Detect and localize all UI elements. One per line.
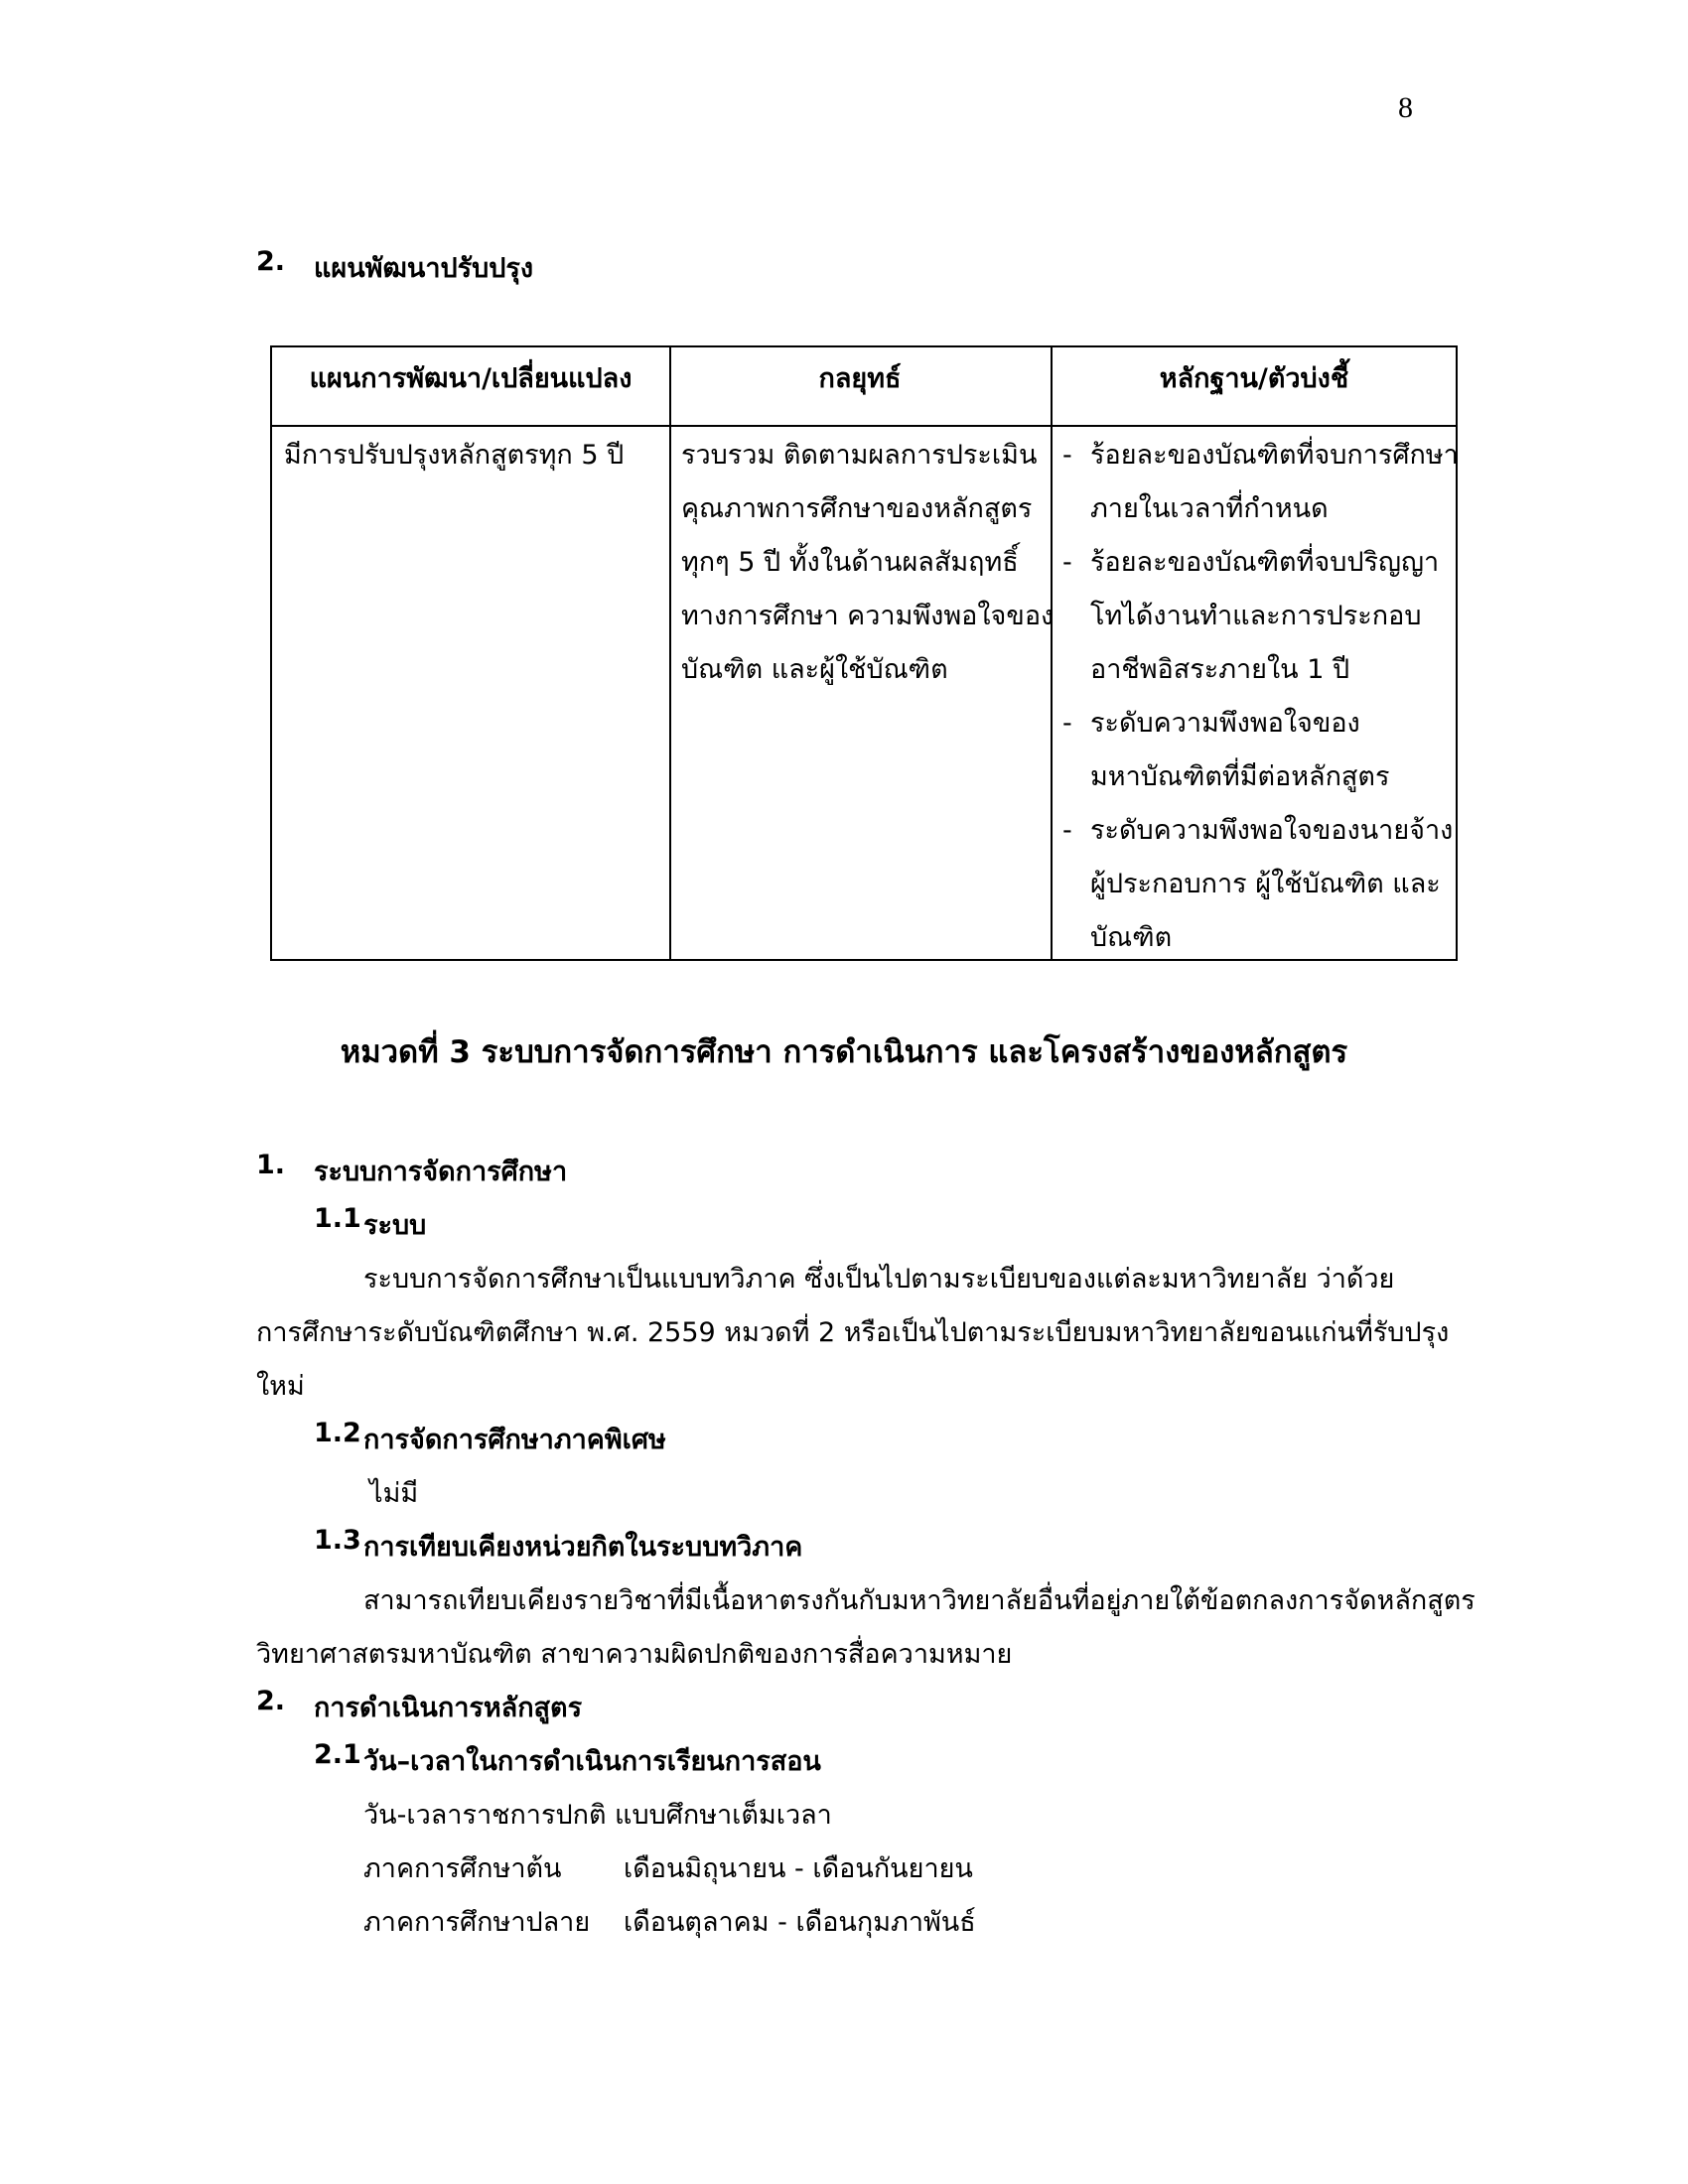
table-cell-evidence	[1062, 429, 1459, 965]
evidence-text: ร้อยละของบัณฑิตที่จบปริญญา	[1090, 547, 1440, 578]
evidence-continuation	[1062, 482, 1455, 536]
subsection-2-1-heading	[314, 1739, 821, 1777]
strategy-line: บัณฑิต และผู้ใช้บัณฑิต	[681, 654, 948, 685]
section-2-operations-heading	[256, 1686, 583, 1723]
evidence-item	[1062, 536, 1455, 590]
evidence-continuation	[1062, 911, 1455, 965]
strategy-line: ทุกๆ 5 ปี ทั้งในด้านผลสัมฤทธิ์	[681, 547, 1019, 578]
evidence-text: อาชีพอิสระภายใน 1 ปี	[1090, 654, 1350, 685]
subsection-title: การเทียบเคียงหน่วยกิตในระบบทวิภาค	[363, 1532, 803, 1563]
section-title: แผนพัฒนาปรับปรุง	[314, 253, 534, 284]
evidence-continuation	[1062, 751, 1455, 804]
paragraph-line: วิทยาศาสตรมหาบัณฑิต สาขาความผิดปกติของการสื่อความหมาย	[256, 1639, 1013, 1670]
evidence-text: ภายในเวลาที่กำหนด	[1090, 493, 1329, 524]
section-title: ระบบการจัดการศึกษา	[314, 1157, 568, 1187]
evidence-continuation	[1062, 858, 1455, 911]
section-number: 2.	[256, 1686, 286, 1716]
subsection-title: ระบบ	[363, 1210, 427, 1241]
strategy-line: รวบรวม ติดตามผลการประเมิน	[681, 440, 1038, 471]
subsection-number: 1.2	[314, 1418, 361, 1448]
dash-bullet: -	[1062, 547, 1072, 578]
paragraph-line: ใหม่	[256, 1371, 305, 1402]
paragraph-line: การศึกษาระดับบัณฑิตศึกษา พ.ศ. 2559 หมวดที่ 2 หรือเป็นไปตามระเบียบมหาวิทยาลัยขอนแก่นที่รับปรุง	[256, 1317, 1450, 1348]
term-months: เดือนมิถุนายน - เดือนกันยายน	[624, 1853, 973, 1884]
term-name: ภาคการศึกษาปลาย	[363, 1907, 591, 1938]
paragraph-line: ไม่มี	[369, 1478, 419, 1509]
strategy-line: ทางการศึกษา ความพึงพอใจของ	[681, 601, 1055, 631]
subsection-number: 2.1	[314, 1739, 361, 1770]
page-number: 8	[1398, 91, 1413, 124]
evidence-text: มหาบัณฑิตที่มีต่อหลักสูตร	[1090, 761, 1390, 792]
evidence-item	[1062, 804, 1455, 858]
term-months: เดือนตุลาคม - เดือนกุมภาพันธ์	[624, 1907, 976, 1938]
section-title: การดำเนินการหลักสูตร	[314, 1693, 583, 1723]
subsection-1-2-heading	[314, 1418, 666, 1455]
table-cell-plan: มีการปรับปรุงหลักสูตรทุก 5 ปี	[284, 440, 625, 471]
dash-bullet: -	[1062, 815, 1072, 846]
evidence-continuation	[1062, 590, 1455, 643]
subsection-title: การจัดการศึกษาภาคพิเศษ	[363, 1425, 666, 1455]
table-column-divider	[669, 347, 671, 959]
evidence-text: โทได้งานทำและการประกอบ	[1090, 601, 1422, 631]
subsection-title: วัน–เวลาในการดำเนินการเรียนการสอน	[363, 1746, 821, 1777]
development-plan-table	[270, 345, 1458, 961]
evidence-text: ระดับความพึงพอใจของ	[1090, 708, 1360, 739]
section-number: 2.	[256, 246, 286, 277]
subsection-number: 1.1	[314, 1203, 361, 1234]
dash-bullet: -	[1062, 708, 1072, 739]
evidence-text: ร้อยละของบัณฑิตที่จบการศึกษา	[1090, 440, 1459, 471]
schedule-row	[363, 1846, 973, 1889]
subsection-1-3-heading	[314, 1525, 803, 1563]
subsection-1-1-heading	[314, 1203, 427, 1241]
evidence-item	[1062, 697, 1455, 751]
table-header-strategy: กลยุทธ์	[818, 363, 902, 394]
evidence-item	[1062, 429, 1459, 482]
paragraph-line: ระบบการจัดการศึกษาเป็นแบบทวิภาค ซึ่งเป็นไปตามระเบียบของแต่ละมหาวิทยาลัย ว่าด้วย	[363, 1264, 1395, 1295]
table-header-plan: แผนการพัฒนา/เปลี่ยนแปลง	[309, 363, 633, 394]
paragraph-line: วัน-เวลาราชการปกติ แบบศึกษาเต็มเวลา	[363, 1800, 832, 1831]
schedule-row	[363, 1900, 976, 1943]
paragraph-line: สามารถเทียบเคียงรายวิชาที่มีเนื้อหาตรงกันกับมหาวิทยาลัยอื่นที่อยู่ภายใต้ข้อตกลงการจัดหลักสูตร	[363, 1585, 1476, 1616]
subsection-number: 1.3	[314, 1525, 361, 1556]
strategy-line: คุณภาพการศึกษาของหลักสูตร	[681, 493, 1033, 524]
table-cell-strategy	[681, 429, 1054, 697]
table-header-evidence: หลักฐาน/ตัวบ่งชี้	[1159, 363, 1349, 394]
evidence-text: ระดับความพึงพอใจของนายจ้าง	[1090, 815, 1454, 846]
evidence-text: ผู้ประกอบการ ผู้ใช้บัณฑิต และ	[1090, 869, 1441, 899]
section-2-heading	[256, 246, 534, 284]
section-number: 1.	[256, 1150, 286, 1180]
term-name: ภาคการศึกษาต้น	[363, 1853, 562, 1884]
chapter-title: หมวดที่ 3 ระบบการจัดการศึกษา การดำเนินการ และโครงสร้างของหลักสูตร	[340, 1034, 1348, 1070]
section-1-heading	[256, 1150, 568, 1187]
dash-bullet: -	[1062, 440, 1072, 471]
evidence-text: บัณฑิต	[1090, 922, 1173, 953]
evidence-continuation	[1062, 643, 1455, 697]
table-header-divider	[272, 425, 1456, 427]
